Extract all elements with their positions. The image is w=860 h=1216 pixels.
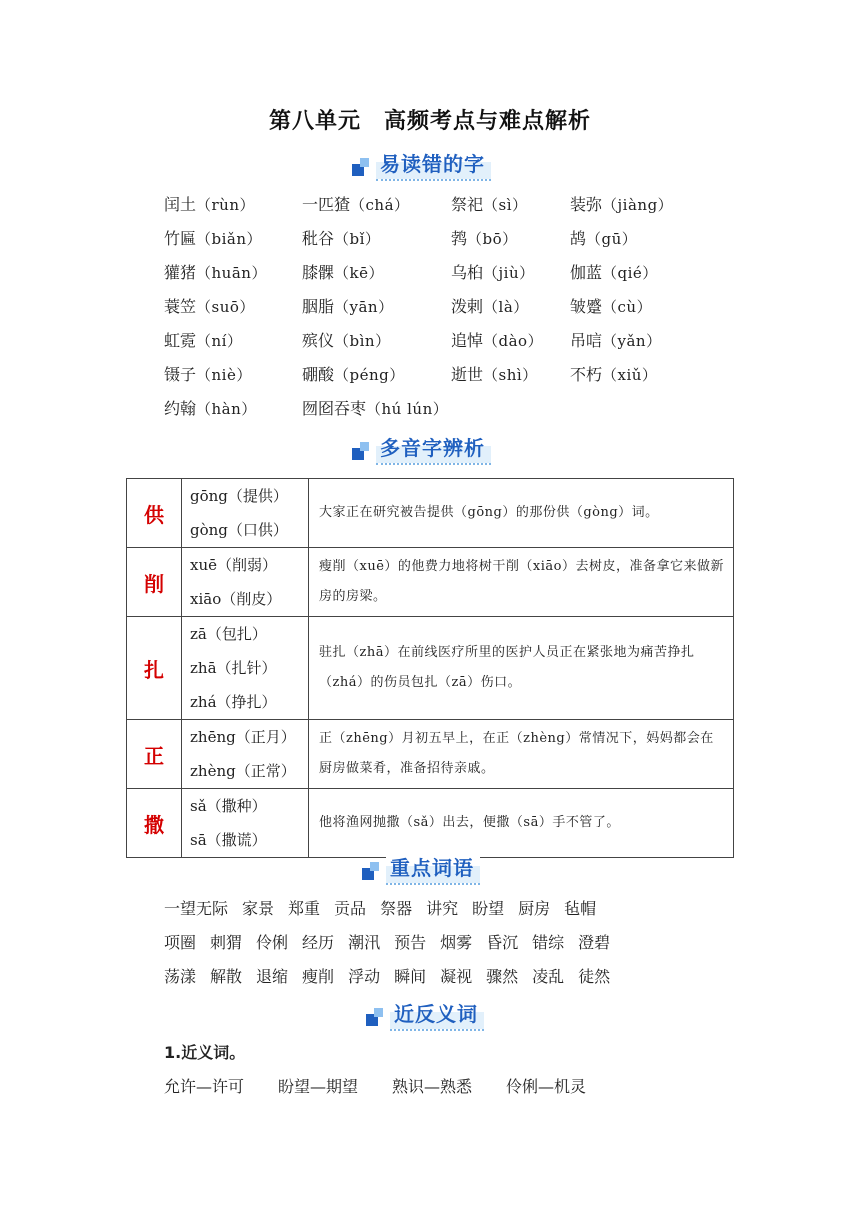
- synonym-pair: 盼望—期望: [278, 1077, 359, 1096]
- key-word: 厨房: [518, 899, 551, 918]
- misread-item: [570, 292, 652, 322]
- key-word: 伶俐: [256, 933, 289, 952]
- misread-item: [451, 190, 528, 220]
- key-word: 错综: [532, 933, 565, 952]
- key-word: 盼望: [472, 899, 505, 918]
- polyphone-reading: sǎ（撒种）: [190, 797, 267, 815]
- section-header-easy-misread: [352, 146, 491, 182]
- section-title: 近反义词: [390, 998, 484, 1031]
- synonym-pair: 熟识—熟悉: [392, 1077, 473, 1096]
- misread-item: [451, 326, 543, 356]
- polyphone-row: [127, 479, 734, 548]
- key-word: 潮汛: [348, 933, 381, 952]
- key-word: 刺猬: [210, 933, 243, 952]
- misread-pinyin: （huān）: [196, 264, 267, 282]
- misread-item: [164, 394, 257, 424]
- key-word: 贡品: [334, 899, 367, 918]
- synonym-pair: 伶俐—机灵: [506, 1077, 587, 1096]
- misread-item: [164, 292, 255, 322]
- key-word: 家景: [242, 899, 275, 918]
- key-word: 瘦削: [302, 967, 335, 986]
- key-word: 瞬间: [394, 967, 427, 986]
- misread-row: [164, 360, 724, 394]
- polyphone-row: [127, 548, 734, 617]
- polyphone-char: 撒: [127, 789, 182, 858]
- misread-pinyin: （ní）: [196, 332, 243, 350]
- misread-word: 泼剌: [451, 297, 484, 316]
- section-title: 重点词语: [386, 852, 480, 885]
- misread-pinyin: （bìn）: [334, 332, 391, 350]
- polyphone-readings: [182, 617, 309, 720]
- misread-item: [302, 258, 384, 288]
- misread-item: [451, 224, 518, 254]
- misread-word: 竹匾: [164, 229, 197, 248]
- misread-item: [451, 258, 535, 288]
- misread-pinyin: （hàn）: [196, 400, 257, 418]
- misread-row: [164, 394, 724, 428]
- misread-pinyin: （niè）: [196, 366, 252, 384]
- misread-word: 伽蓝: [570, 263, 603, 282]
- misread-word: 膝髁: [302, 263, 335, 282]
- polyphone-char: 扎: [127, 617, 182, 720]
- misread-pinyin: （péng）: [334, 366, 405, 384]
- key-word: 骤然: [486, 967, 519, 986]
- misread-word: 闰土: [164, 195, 197, 214]
- key-words-row: [164, 960, 764, 994]
- misread-word: 蓑笠: [164, 297, 197, 316]
- misread-item: [451, 360, 538, 390]
- misread-item: [570, 224, 637, 254]
- misread-word: 乌桕: [451, 263, 484, 282]
- misread-pinyin: （shì）: [483, 366, 538, 384]
- misread-word: 皱蹙: [570, 297, 603, 316]
- misread-item: [570, 258, 658, 288]
- misread-pinyin: （rùn）: [196, 196, 256, 214]
- key-word: 经历: [302, 933, 335, 952]
- misread-pinyin: （qié）: [602, 264, 658, 282]
- key-word: 昏沉: [486, 933, 519, 952]
- polyphone-reading: gòng（口供）: [190, 521, 288, 539]
- polyphone-reading: zhēng（正月）: [190, 728, 296, 746]
- polyphone-reading: zā（包扎）: [190, 625, 267, 643]
- polyphone-row: [127, 720, 734, 789]
- misread-grid: [164, 190, 724, 428]
- misread-pinyin: （dào）: [483, 332, 544, 350]
- misread-item: [570, 326, 662, 356]
- key-words-row: [164, 926, 764, 960]
- polyphone-readings: [182, 789, 309, 858]
- key-word: 解散: [210, 967, 243, 986]
- misread-pinyin: （gū）: [586, 230, 638, 248]
- misread-word: 囫囵吞枣: [302, 399, 367, 418]
- misread-row: [164, 326, 724, 360]
- key-word: 澄碧: [578, 933, 611, 952]
- misread-word: 鸪: [570, 229, 587, 248]
- section-marker-icon: [362, 862, 382, 882]
- key-words-row: [164, 892, 764, 926]
- misread-pinyin: （biǎn）: [196, 230, 263, 248]
- misread-word: 秕谷: [302, 229, 335, 248]
- polyphone-row: [127, 789, 734, 858]
- misread-pinyin: （là）: [483, 298, 529, 316]
- misread-word: 胭脂: [302, 297, 335, 316]
- misread-pinyin: （bǐ）: [334, 230, 381, 248]
- polyphone-char: 削: [127, 548, 182, 617]
- section-marker-icon: [352, 442, 372, 462]
- misread-item: [164, 224, 262, 254]
- synonym-pair: 允许—许可: [164, 1077, 245, 1096]
- polyphone-readings: [182, 479, 309, 548]
- misread-word: 祭祀: [451, 195, 484, 214]
- polyphone-example: 驻扎（zhā）在前线医疗所里的医护人员正在紧张地为痛苦挣扎（zhá）的伤员包扎（zā）伤口。: [309, 617, 734, 720]
- key-word: 祭器: [380, 899, 413, 918]
- synonyms-heading: 1.近义词。: [164, 1043, 246, 1062]
- section-header-synonyms: [366, 996, 484, 1032]
- key-word: 预告: [394, 933, 427, 952]
- misread-pinyin: （chá）: [350, 196, 410, 214]
- key-word: 一望无际: [164, 899, 229, 918]
- section-title: 多音字辨析: [376, 432, 491, 465]
- misread-item: [164, 258, 267, 288]
- key-word: 退缩: [256, 967, 289, 986]
- misread-item: [164, 326, 242, 356]
- misread-item: [570, 360, 657, 390]
- misread-word: 装弥: [570, 195, 603, 214]
- misread-pinyin: （kē）: [334, 264, 384, 282]
- polyphone-reading: zhá（挣扎）: [190, 693, 277, 711]
- key-words-list: [164, 892, 764, 994]
- misread-pinyin: （suō）: [196, 298, 255, 316]
- misread-word: 逝世: [451, 365, 484, 384]
- misread-item: [302, 190, 410, 220]
- polyphone-example: 瘦削（xuē）的他费力地将树干削（xiāo）去树皮，准备拿它来做新房的房梁。: [309, 548, 734, 617]
- misread-word: 镊子: [164, 365, 197, 384]
- misread-pinyin: （jiù）: [483, 264, 535, 282]
- misread-word: 不朽: [570, 365, 603, 384]
- key-word: 毡帽: [564, 899, 597, 918]
- polyphone-reading: zhā（扎针）: [190, 659, 277, 677]
- misread-item: [302, 292, 394, 322]
- polyphone-reading: zhèng（正常）: [190, 762, 296, 780]
- polyphone-readings: [182, 548, 309, 617]
- synonyms-list: [164, 1074, 620, 1097]
- key-word: 烟雾: [440, 933, 473, 952]
- polyphone-reading: gōng（提供）: [190, 487, 288, 505]
- misread-word: 一匹猹: [302, 195, 351, 214]
- misread-word: 虹霓: [164, 331, 197, 350]
- misread-row: [164, 258, 724, 292]
- misread-item: [570, 190, 673, 220]
- misread-word: 鹁: [451, 229, 468, 248]
- polyphone-char: 供: [127, 479, 182, 548]
- section-header-polyphone: [352, 430, 491, 466]
- key-word: 郑重: [288, 899, 321, 918]
- polyphone-example: 大家正在研究被告提供（gōng）的那份供（gòng）词。: [309, 479, 734, 548]
- misread-item: [302, 326, 391, 356]
- key-word: 徒然: [578, 967, 611, 986]
- key-word: 凌乱: [532, 967, 565, 986]
- misread-pinyin: （xiǔ）: [602, 366, 658, 384]
- misread-item: [164, 190, 255, 220]
- polyphone-reading: xuē（削弱）: [190, 556, 277, 574]
- polyphone-readings: [182, 720, 309, 789]
- misread-pinyin: （yān）: [334, 298, 394, 316]
- polyphone-reading: sā（撒谎）: [190, 831, 267, 849]
- misread-row: [164, 224, 724, 258]
- misread-pinyin: （cù）: [602, 298, 653, 316]
- polyphone-example: 他将渔网抛撒（sǎ）出去，便撒（sā）手不管了。: [309, 789, 734, 858]
- section-marker-icon: [366, 1008, 386, 1028]
- misread-word: 吊唁: [570, 331, 603, 350]
- misread-item: [302, 360, 405, 390]
- page-title: 第八单元 高频考点与难点解析: [268, 109, 591, 134]
- misread-pinyin: （sì）: [483, 196, 528, 214]
- key-word: 项圈: [164, 933, 197, 952]
- misread-pinyin: （yǎn）: [602, 332, 662, 350]
- polyphone-char: 正: [127, 720, 182, 789]
- key-word: 荡漾: [164, 967, 197, 986]
- misread-pinyin: （bō）: [467, 230, 518, 248]
- polyphone-example: 正（zhēng）月初五早上，在正（zhèng）常情况下，妈妈都会在厨房做菜肴，准备招待亲戚。: [309, 720, 734, 789]
- misread-word: 硼酸: [302, 365, 335, 384]
- misread-row: [164, 190, 724, 224]
- section-marker-icon: [352, 158, 372, 178]
- misread-word: 追悼: [451, 331, 484, 350]
- section-header-key-words: [362, 850, 480, 886]
- polyphone-reading: xiāo（削皮）: [190, 590, 282, 608]
- misread-item: [302, 394, 448, 424]
- misread-row: [164, 292, 724, 326]
- misread-word: 约翰: [164, 399, 197, 418]
- misread-word: 殡仪: [302, 331, 335, 350]
- section-title: 易读错的字: [376, 148, 491, 181]
- misread-item: [164, 360, 252, 390]
- misread-item: [451, 292, 529, 322]
- misread-pinyin: （hú lún）: [366, 400, 449, 418]
- key-word: 讲究: [426, 899, 459, 918]
- key-word: 凝视: [440, 967, 473, 986]
- polyphone-row: [127, 617, 734, 720]
- key-word: 浮动: [348, 967, 381, 986]
- polyphone-table: [126, 478, 734, 858]
- misread-pinyin: （jiàng）: [602, 196, 674, 214]
- misread-item: [302, 224, 380, 254]
- misread-word: 獾猪: [164, 263, 197, 282]
